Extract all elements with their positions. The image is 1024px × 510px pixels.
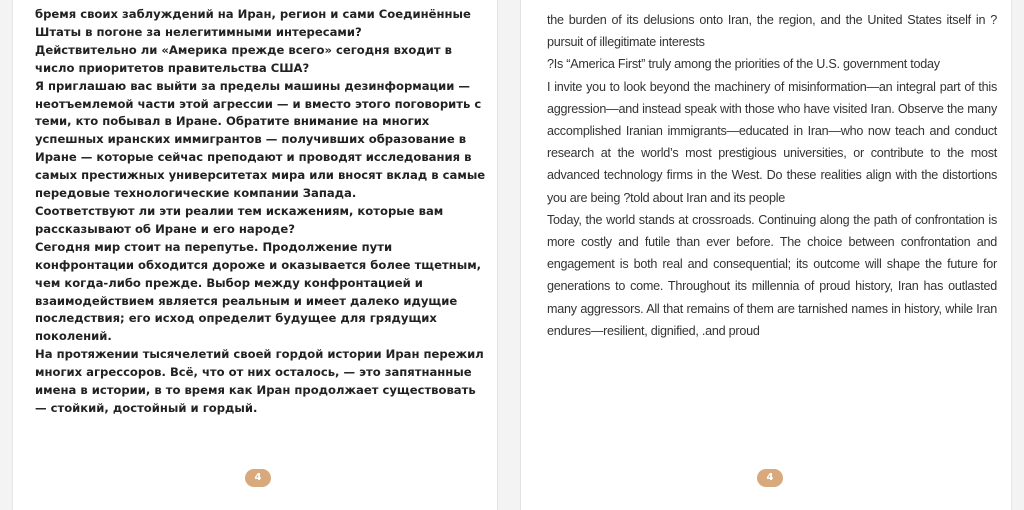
paragraph: Действительно ли «Америка прежде всего» сегодня входит в число приоритетов правительства США? bbox=[35, 42, 452, 75]
paragraph: бремя своих заблуждений на Иран, регион и сами Соединённые Штаты в погоне за нелегитимными интересами? bbox=[35, 7, 471, 39]
paragraph: the burden of its delusions onto Iran, the region, and the United States itself in ?pursuit of illegitimate interests bbox=[547, 13, 997, 50]
paragraph: Сегодня мир стоит на перепутье. Продолжение пути конфронтации обходится дороже и оказывается более тщетным, чем когда-либо прежде. Выбор между конфронтацией и взаимодействием является реальным и имеет далеко идущие последствия; его исход определит будущее для грядущих поколений. bbox=[35, 239, 482, 344]
paragraph: Я приглашаю вас выйти за пределы машины дезинформации — неотъемлемой части этой агрессии — и вместо этого поговорить с теми, кто побывал в Иране. Обратите внимание на многих успешных иранских иммигрантов — получивших образование в Иране — которые сейчас преподают и проводят исследования в самых престижных университетах мира или вносят вклад в самые передовые технологические компании Запада. bbox=[35, 78, 486, 201]
russian-page bbox=[12, 0, 498, 510]
russian-text bbox=[35, 6, 487, 418]
paragraph: ?Is “America First” truly among the priorities of the U.S. government today bbox=[547, 57, 940, 72]
paragraph: Today, the world stands at crossroads. Continuing along the path of confrontation is more costly and futile than ever before. The choice between confrontation and engagement is both real and consequential; its outcome will shape the future for generations to come. Throughout its millennia of proud history, Iran has outlasted many aggressors. All that remains of them are tarnished names in history, while Iran endures—resilient, dignified, .and proud bbox=[547, 212, 997, 338]
paragraph: На протяжении тысячелетий своей гордой истории Иран пережил многих агрессоров. Всё, что от них осталось, — это запятнанные имена в истории, в то время как Иран продолжает существовать — стойкий, достойный и гордый. bbox=[35, 347, 484, 415]
english-text bbox=[547, 9, 997, 342]
english-page bbox=[520, 0, 1012, 510]
page-number-badge: 4 bbox=[757, 469, 783, 487]
paragraph: Соответствуют ли эти реалии тем искажениям, которые вам рассказывают об Иране и его народе? bbox=[35, 203, 444, 236]
page-number-badge: 4 bbox=[245, 469, 271, 487]
paragraph: I invite you to look beyond the machinery of misinformation—an integral part of this aggression—and instead speak with those who have visited Iran. Observe the many accomplished Iranian immigrants—educated in Iran—who now teach and conduct research at the world’s most prestigious universities, or contribute to the most advanced technology firms in the West. Do these realities align with the distortions you are being ?told about Iran and its people bbox=[547, 79, 997, 205]
